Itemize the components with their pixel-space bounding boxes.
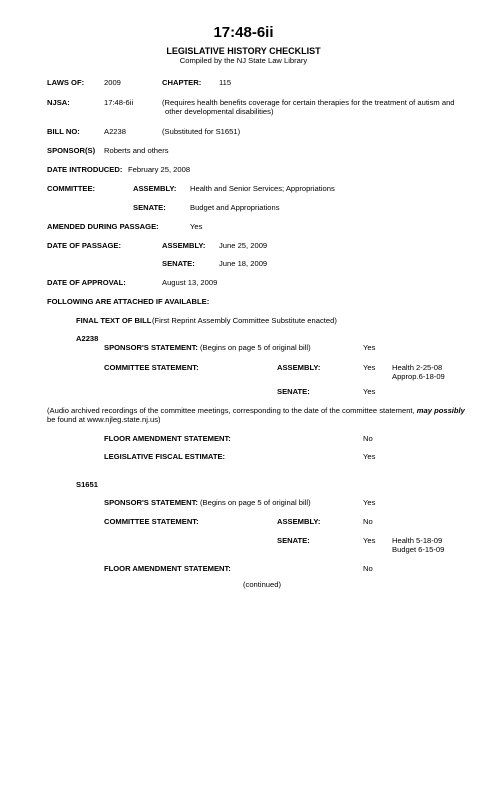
a2238-sponsor-statement-note: (Begins on page 5 of original bill) <box>200 343 311 352</box>
page-title: 17:48-6ii <box>213 24 274 41</box>
a2238-committee-senate-label: SENATE: <box>277 387 310 396</box>
laws-year: 2009 <box>104 78 121 87</box>
compiled-by: Compiled by the NJ State Law Library <box>179 56 308 65</box>
bill-substitution-note: (Substituted for S1651) <box>162 127 241 136</box>
a2238-committee-statement-label: COMMITTEE STATEMENT: <box>104 363 199 372</box>
audio-note-line1 <box>47 406 465 415</box>
passage-senate-value: June 18, 2009 <box>219 259 268 268</box>
sponsors-value: Roberts and others <box>104 146 169 155</box>
laws-label: LAWS OF: <box>47 78 85 87</box>
a2238-committee-assembly-label: ASSEMBLY: <box>277 363 321 372</box>
final-text-note: (First Reprint Assembly Committee Substitute enacted) <box>152 316 337 325</box>
date-introduced-label: DATE INTRODUCED: <box>47 165 123 174</box>
a2238-floor-amendment-value: No <box>363 434 373 443</box>
passage-label: DATE OF PASSAGE: <box>47 241 121 250</box>
attached-heading: FOLLOWING ARE ATTACHED IF AVAILABLE: <box>47 297 210 306</box>
njsa-description-line1: (Requires health benefits coverage for certain therapies for the treatment of autism and <box>162 98 455 107</box>
chapter-value: 115 <box>219 78 232 87</box>
audio-note-emphasis: may possibly <box>416 406 465 415</box>
approval-label: DATE OF APPROVAL: <box>47 278 126 287</box>
s1651-sponsor-statement-value: Yes <box>363 498 376 507</box>
amended-value: Yes <box>190 222 203 231</box>
njsa-value: 17:48-6ii <box>104 98 134 107</box>
amended-label: AMENDED DURING PASSAGE: <box>47 222 159 231</box>
njsa-description-line2: other developmental disabilities) <box>165 107 274 116</box>
s1651-sponsor-statement-label: SPONSOR'S STATEMENT: <box>104 498 198 507</box>
committee-senate-value: Budget and Appropriations <box>190 203 280 212</box>
document-subtitle: LEGISLATIVE HISTORY CHECKLIST <box>166 46 321 56</box>
a2238-sponsor-statement-label: SPONSOR'S STATEMENT: <box>104 343 198 352</box>
a2238-heading: A2238 <box>76 334 99 343</box>
s1651-senate-note-health: Health 5-18-09 <box>392 536 443 545</box>
s1651-floor-amendment-value: No <box>363 564 373 573</box>
audio-note-line2: be found at www.njleg.state.nj.us) <box>47 415 161 424</box>
bill-no-label: BILL NO: <box>47 127 80 136</box>
continued-note: (continued) <box>243 580 281 589</box>
passage-senate-label: SENATE: <box>162 259 195 268</box>
a2238-floor-amendment-label: FLOOR AMENDMENT STATEMENT: <box>104 434 231 443</box>
s1651-heading: S1651 <box>76 480 98 489</box>
audio-note-text: (Audio archived recordings of the committee meetings, corresponding to the date of the committee statement, <box>47 406 417 415</box>
final-text-label: FINAL TEXT OF BILL <box>76 316 152 325</box>
committee-senate-label: SENATE: <box>133 203 166 212</box>
s1651-committee-senate-value: Yes <box>363 536 376 545</box>
date-introduced-value: February 25, 2008 <box>128 165 191 174</box>
a2238-assembly-note-health: Health 2-25-08 <box>392 363 443 372</box>
a2238-committee-senate-value: Yes <box>363 387 376 396</box>
a2238-sponsor-statement-value: Yes <box>363 343 376 352</box>
a2238-fiscal-estimate-label: LEGISLATIVE FISCAL ESTIMATE: <box>104 452 226 461</box>
s1651-committee-assembly-label: ASSEMBLY: <box>277 517 321 526</box>
s1651-floor-amendment-label: FLOOR AMENDMENT STATEMENT: <box>104 564 231 573</box>
njsa-label: NJSA: <box>47 98 70 107</box>
approval-value: August 13, 2009 <box>162 278 218 287</box>
committee-assembly-label: ASSEMBLY: <box>133 184 177 193</box>
committee-assembly-value: Health and Senior Services; Appropriations <box>190 184 335 193</box>
sponsors-label: SPONSOR(S) <box>47 146 96 155</box>
chapter-label: CHAPTER: <box>162 78 202 87</box>
passage-assembly-label: ASSEMBLY: <box>162 241 206 250</box>
s1651-committee-senate-label: SENATE: <box>277 536 310 545</box>
a2238-committee-assembly-value: Yes <box>363 363 376 372</box>
s1651-committee-statement-label: COMMITTEE STATEMENT: <box>104 517 199 526</box>
s1651-senate-note-budget: Budget 6-15-09 <box>392 545 445 554</box>
s1651-sponsor-statement-note: (Begins on page 5 of original bill) <box>200 498 311 507</box>
bill-no-value: A2238 <box>104 127 126 136</box>
passage-assembly-value: June 25, 2009 <box>219 241 268 250</box>
a2238-assembly-note-approp: Approp.6-18-09 <box>392 372 445 381</box>
a2238-fiscal-estimate-value: Yes <box>363 452 376 461</box>
s1651-committee-assembly-value: No <box>363 517 373 526</box>
committee-label: COMMITTEE: <box>47 184 96 193</box>
